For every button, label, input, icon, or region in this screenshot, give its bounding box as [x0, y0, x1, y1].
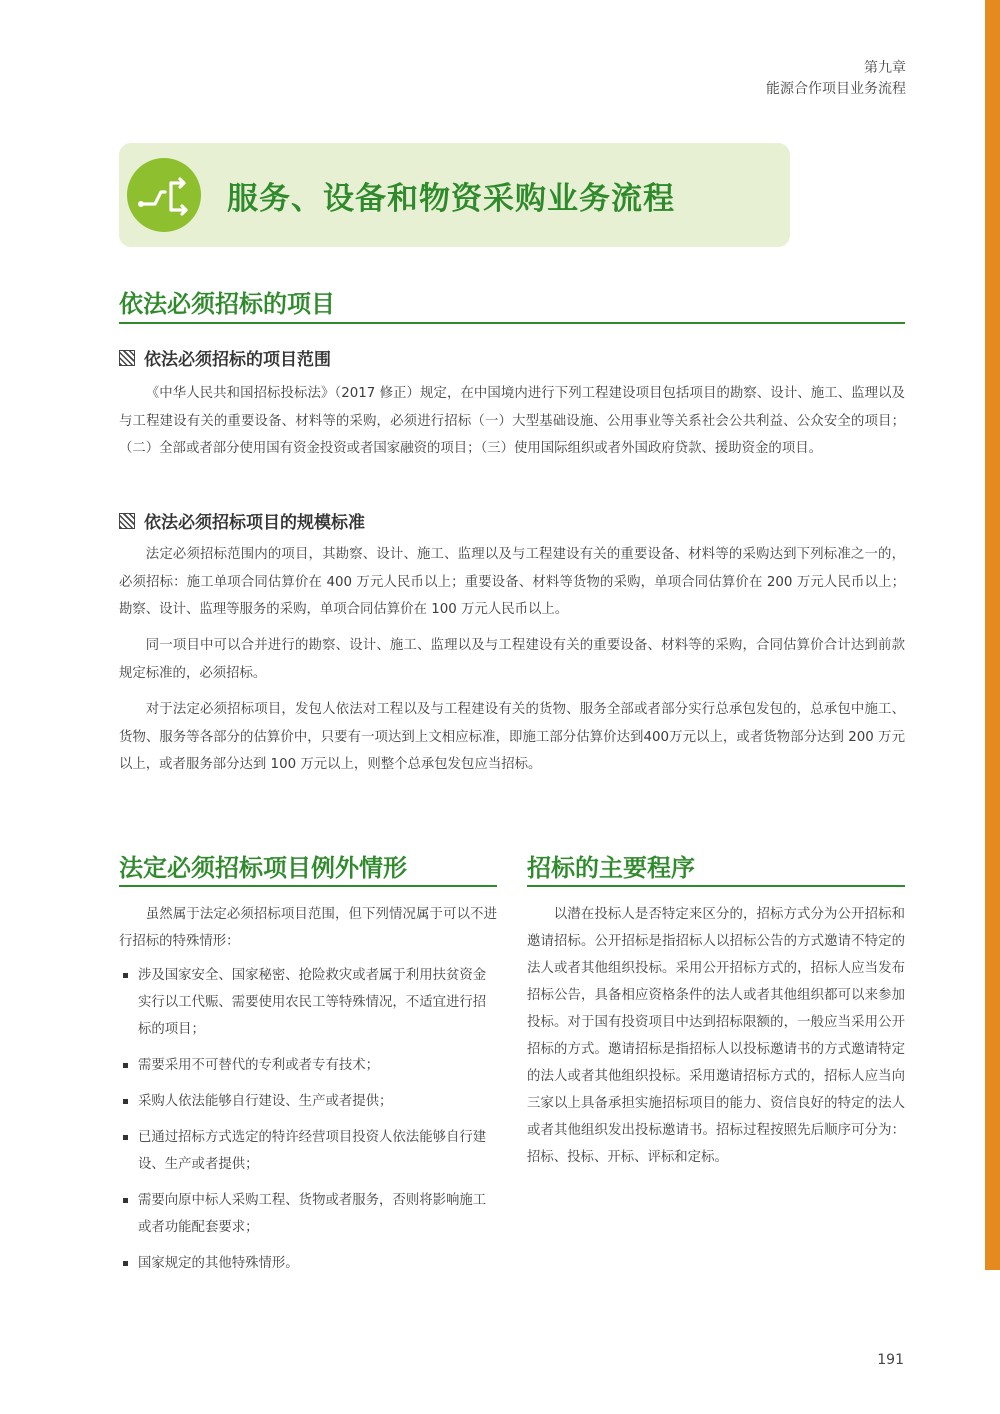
section-rule — [119, 885, 497, 887]
section-title-mandatory-bidding: 依法必须招标的项目 — [119, 290, 335, 318]
section-title-procedure: 招标的主要程序 — [527, 854, 695, 882]
list-item: 已通过招标方式选定的特许经营项目投资人依法能够自行建设、生产或者提供； — [119, 1124, 499, 1178]
scale-paragraph-1: 法定必须招标范围内的项目，其勘察、设计、施工、监理以及与工程建设有关的重要设备、材料等的采购达到下列标准之一的，必须招标：施工单项合同估算价在 400 万元人民币以上；重要设备、材料等货物的采购，单项合同估算价在 200 万元人民币以上；勘察、设计、监理等服务的采购，单项合同估算价在 100 万元人民币以上。 — [119, 547, 905, 617]
exceptions-intro: 虽然属于法定必须招标项目范围，但下列情况属于可以不进行招标的特殊情形： — [119, 907, 497, 949]
page-number: 191 — [877, 1352, 904, 1368]
scope-paragraph: 《中华人民共和国招标投标法》（2017 修正）规定，在中国境内进行下列工程建设项目包括项目的勘察、设计、施工、监理以及与工程建设有关的重要设备、材料等的采购，必须进行招标（一）大型基础设施、公用事业等关系社会公共利益、公众安全的项目；（二）全部或者部分使用国有资金投资或者国家融资的项目；（三）使用国际组织或者外国政府贷款、援助资金的项目。 — [119, 386, 905, 456]
hatch-square-icon — [119, 513, 135, 529]
scale-paragraph-3: 对于法定必须招标项目，发包人依法对工程以及与工程建设有关的货物、服务全部或者部分实行总承包发包的，总承包中施工、货物、服务等各部分的估算价中，只要有一项达到上文相应标准，即施工部分估算价达到400万元以上，或者货物部分达到 200 万元以上，或者服务部分达到 100 万元以上，则整个总承包发包应当招标。 — [119, 702, 905, 772]
list-item: 涉及国家安全、国家秘密、抢险救灾或者属于利用扶贫资金实行以工代赈、需要使用农民工等特殊情况，不适宜进行招标的项目； — [119, 962, 499, 1043]
flow-arrows-icon — [127, 158, 201, 232]
subsection-title-text: 依法必须招标项目的规模标准 — [144, 513, 365, 533]
subsection-title-text: 依法必须招标的项目范围 — [144, 350, 331, 370]
list-item: 采购人依法能够自行建设、生产或者提供； — [119, 1088, 499, 1115]
exceptions-list — [119, 962, 499, 1286]
section-banner — [119, 143, 790, 247]
chapter-header — [766, 58, 906, 100]
section-title-exceptions: 法定必须招标项目例外情形 — [119, 854, 407, 882]
subsection-title-scale — [119, 508, 365, 533]
procedure-paragraph: 以潜在投标人是否特定来区分的，招标方式分为公开招标和邀请招标。公开招标是指招标人以招标公告的方式邀请不特定的法人或者其他组织投标。采用公开招标方式的，招标人应当发布招标公告，具备相应资格条件的法人或者其他组织都可以来参加投标。对于国有投资项目中达到招标限额的，一般应当采用公开招标的方式。邀请招标是指招标人以投标邀请书的方式邀请特定的法人或者其他组织投标。采用邀请招标方式的，招标人应当向三家以上具备承担实施招标项目的能力、资信良好的特定的法人或者其他组织发出投标邀请书。招标过程按照先后顺序可分为：招标、投标、开标、评标和定标。 — [527, 907, 905, 1165]
side-accent-bar — [985, 0, 1000, 1270]
subsection-title-scope — [119, 345, 331, 370]
chapter-title: 能源合作项目业务流程 — [766, 81, 906, 97]
list-item: 国家规定的其他特殊情形。 — [119, 1250, 499, 1277]
list-item: 需要采用不可替代的专利或者专有技术； — [119, 1052, 499, 1079]
list-item: 需要向原中标人采购工程、货物或者服务，否则将影响施工或者功能配套要求； — [119, 1187, 499, 1241]
hatch-square-icon — [119, 350, 135, 366]
chapter-number: 第九章 — [864, 60, 906, 76]
banner-title: 服务、设备和物资采购业务流程 — [227, 181, 675, 217]
section-rule — [527, 885, 905, 887]
scale-paragraph-2: 同一项目中可以合并进行的勘察、设计、施工、监理以及与工程建设有关的重要设备、材料等的采购，合同估算价合计达到前款规定标准的，必须招标。 — [119, 638, 905, 681]
section-rule — [119, 322, 905, 324]
